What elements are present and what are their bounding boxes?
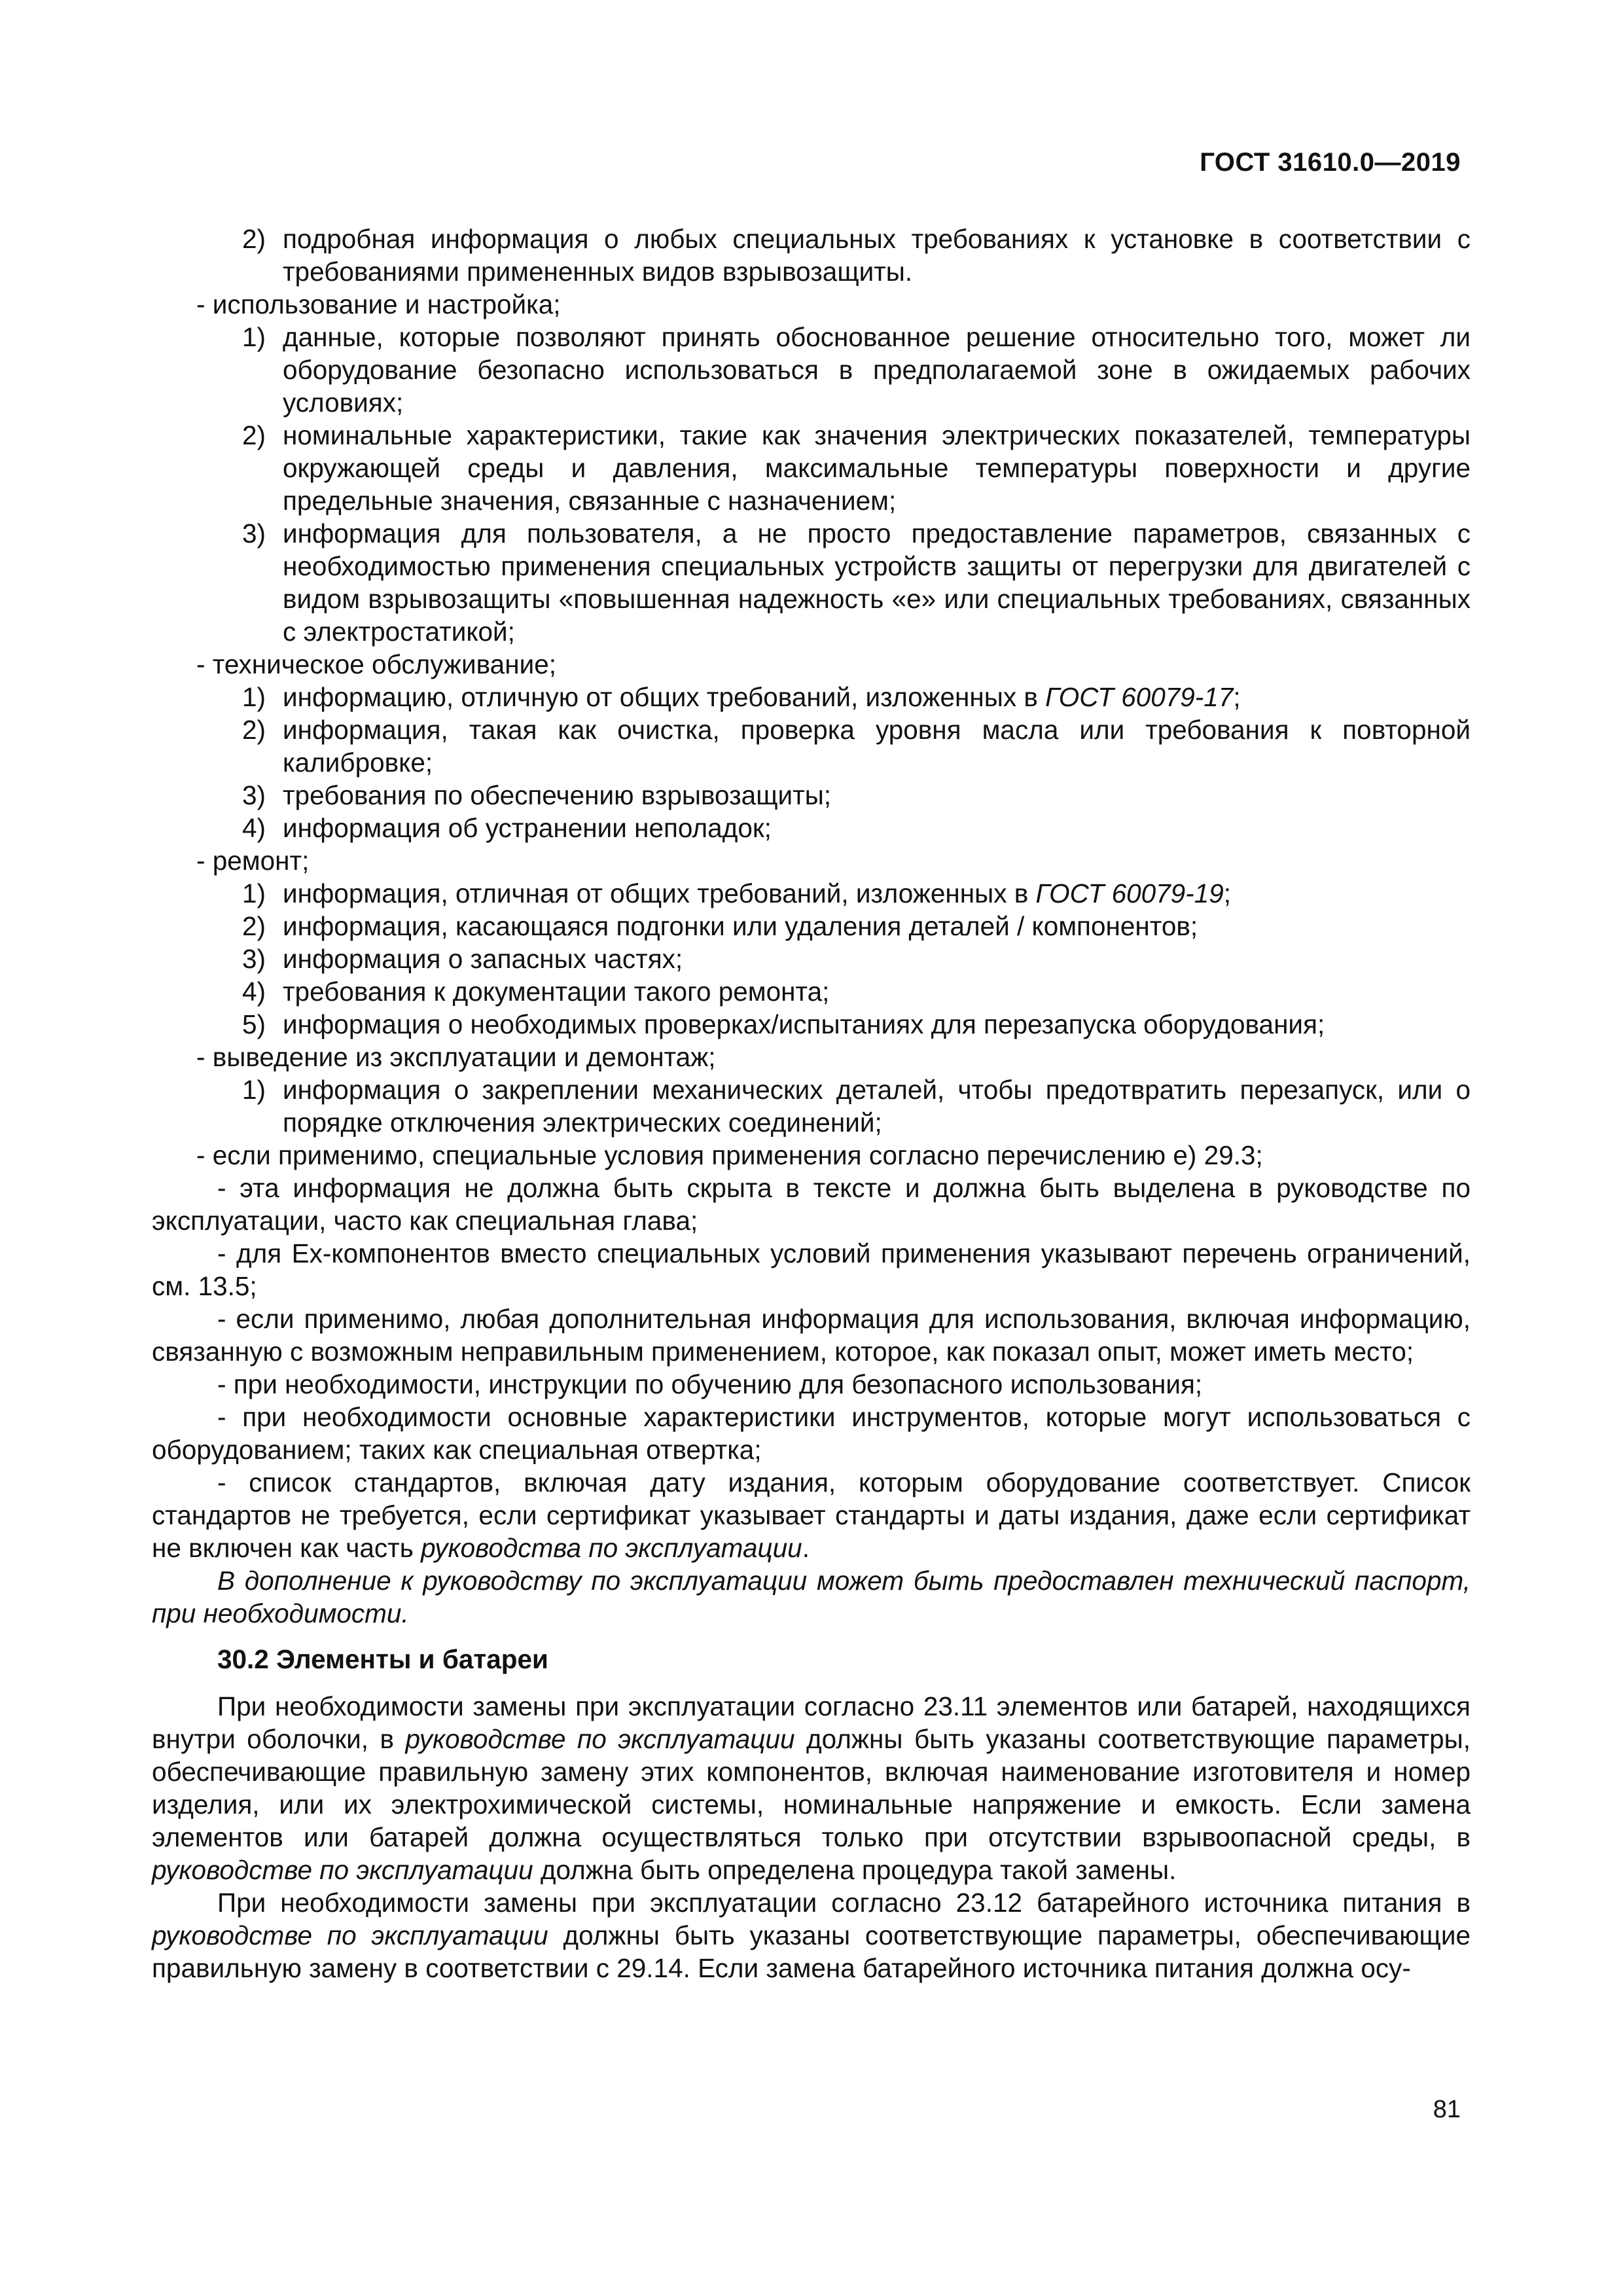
list-item <box>152 1008 1471 1041</box>
para-italic: руководстве по эксплуатации <box>405 1724 795 1754</box>
repair-heading: - ремонт; <box>196 846 310 876</box>
list-item <box>152 321 1471 419</box>
para-text: должны быть указаны соответствующие параметры, обеспечивающие правильную замену этих компонентов, включая наименование изготовителя и номер изделия, или их электрохимической системы, номинальные напряжение и емкость. Если замена элементов или батарей должна осуществляться только при отсутствии взрывоопасной среды, в <box>152 1724 1471 1852</box>
para-text: должна быть определена процедура такой замены. <box>533 1855 1177 1885</box>
item-number: 5) <box>242 1009 266 1039</box>
list-item <box>152 779 1471 812</box>
item-text: требования к документации такого ремонта; <box>283 977 830 1007</box>
item-text-plain: информацию, отличную от общих требований, изложенных в <box>283 682 1046 712</box>
standard-reference-link[interactable]: ГОСТ 60079-19 <box>1035 878 1224 908</box>
para-italic: руководстве по эксплуатации <box>152 1920 548 1950</box>
standards-paragraph <box>152 1466 1471 1564</box>
list-item <box>152 517 1471 648</box>
standards-italic: руководства по эксплуатации <box>421 1533 802 1563</box>
dash-paragraph: - при необходимости, инструкции по обучению для безопасного использования; <box>217 1369 1203 1399</box>
list-item <box>152 223 1471 288</box>
item-text: информация для пользователя, а не просто предоставление параметров, связанных с необходимостью применения специальных устройств защиты от перегрузки для двигателей с видом взрывозащиты «повышенная надежность «е» или специальных требованиях, связанных с электростатикой; <box>283 518 1471 647</box>
item-number: 2) <box>242 224 266 254</box>
dash-paragraph: - при необходимости основные характеристики инструментов, которые могут использоваться с оборудованием; таких как специальная отвертка; <box>152 1402 1471 1465</box>
item-text-plain: информация, отличная от общих требований, изложенных в <box>283 878 1036 908</box>
para-text: При необходимости замены при эксплуатации согласно 23.11 элементов или батарей, находящихся внутри оболочки, в <box>152 1691 1471 1754</box>
para-text: должны быть указаны соответствующие параметры, обеспечивающие правильную замену в соответствии с 29.14. Если замена батарейного источника питания должна осу- <box>152 1920 1471 1983</box>
dash-paragraph: - эта информация не должна быть скрыта в тексте и должна быть выделена в руководстве по эксплуатации, часто как специальная глава; <box>152 1173 1471 1236</box>
item-text: информация о запасных частях; <box>283 944 683 974</box>
item-number: 3) <box>242 780 266 810</box>
maintenance-heading: - техническое обслуживание; <box>196 649 556 679</box>
dash-paragraph: - для Ex-компонентов вместо специальных условий применения указывают перечень ограничений, см. 13.5; <box>152 1238 1471 1301</box>
dash-paragraph: - если применимо, любая дополнительная информация для использования, включая информацию, связанную с возможным неправильным применением, которое, как показал опыт, может иметь место; <box>152 1304 1471 1367</box>
item-number: 1) <box>242 878 266 908</box>
para-text: При необходимости замены при эксплуатации согласно 23.12 батарейного источника питания в <box>217 1888 1471 1918</box>
page-number: 81 <box>1433 2096 1461 2123</box>
standard-reference-link[interactable]: ГОСТ 60079-17 <box>1045 682 1234 712</box>
item-number: 1) <box>242 1075 266 1105</box>
italic-note: В дополнение к руководству по эксплуатации может быть предоставлен технический паспорт, при необходимости. <box>152 1566 1471 1628</box>
special-conditions-line: - если применимо, специальные условия применения согласно перечислению е) 29.3; <box>196 1140 1263 1170</box>
paragraph-battery-source <box>152 1886 1471 1984</box>
list-item <box>152 910 1471 942</box>
item-text: информация, такая как очистка, проверка уровня масла или требования к повторной калибровке; <box>283 715 1471 778</box>
item-text: информация об устранении неполадок; <box>283 813 772 843</box>
document-body <box>152 223 1471 1984</box>
item-text: информация, касающаяся подгонки или удаления деталей / компонентов; <box>283 911 1198 941</box>
list-item <box>152 942 1471 975</box>
item-text: информация о необходимых проверках/испытаниях для перезапуска оборудования; <box>283 1009 1325 1039</box>
item-text: информация, отличная от общих требований, изложенных в ГОСТ 60079-19; <box>283 878 1232 908</box>
item-text: номинальные характеристики, такие как значения электрических показателей, температуры окружающей среды и давления, максимальные температуры поверхности и другие предельные значения, связанные с назначением; <box>283 420 1471 516</box>
decommissioning-heading: - выведение из эксплуатации и демонтаж; <box>196 1042 716 1072</box>
list-item <box>152 877 1471 910</box>
standards-text: - список стандартов, включая дату издания, которым оборудование соответствует. Список стандартов не требуется, если сертификат указывает стандарты и даты издания, даже если сертификат не включен как часть <box>152 1467 1471 1563</box>
item-text: информацию, отличную от общих требований, изложенных в ГОСТ 60079-17; <box>283 682 1241 712</box>
list-item <box>152 713 1471 779</box>
list-item <box>152 812 1471 844</box>
item-text: требования по обеспечению взрывозащиты; <box>283 780 832 810</box>
item-number: 3) <box>242 518 266 548</box>
item-number: 2) <box>242 715 266 745</box>
item-number: 4) <box>242 977 266 1007</box>
list-item <box>152 681 1471 713</box>
use-heading: - использование и настройка; <box>196 289 561 319</box>
para-italic: руководстве по эксплуатации <box>152 1855 533 1885</box>
paragraph-cells-batteries <box>152 1690 1471 1886</box>
item-text: подробная информация о любых специальных требованиях к установке в соответствии с требованиями примененных видов взрывозащиты. <box>283 224 1471 287</box>
list-item <box>152 975 1471 1008</box>
item-text: данные, которые позволяют принять обоснованное решение относительно того, может ли оборудование безопасно использоваться в предполагаемой зоне в ожидаемых рабочих условиях; <box>283 322 1471 418</box>
item-text: информация о закреплении механических деталей, чтобы предотвратить перезапуск, или о порядке отключения электрических соединений; <box>283 1075 1471 1138</box>
item-number: 2) <box>242 420 266 450</box>
item-number: 2) <box>242 911 266 941</box>
list-item <box>152 1073 1471 1139</box>
standards-end: . <box>802 1533 810 1563</box>
item-number: 1) <box>242 682 266 712</box>
section-title: 30.2 Элементы и батареи <box>217 1644 548 1674</box>
item-number: 3) <box>242 944 266 974</box>
list-item <box>152 419 1471 517</box>
item-number: 1) <box>242 322 266 352</box>
item-number: 4) <box>242 813 266 843</box>
standard-header: ГОСТ 31610.0—2019 <box>1200 148 1461 177</box>
